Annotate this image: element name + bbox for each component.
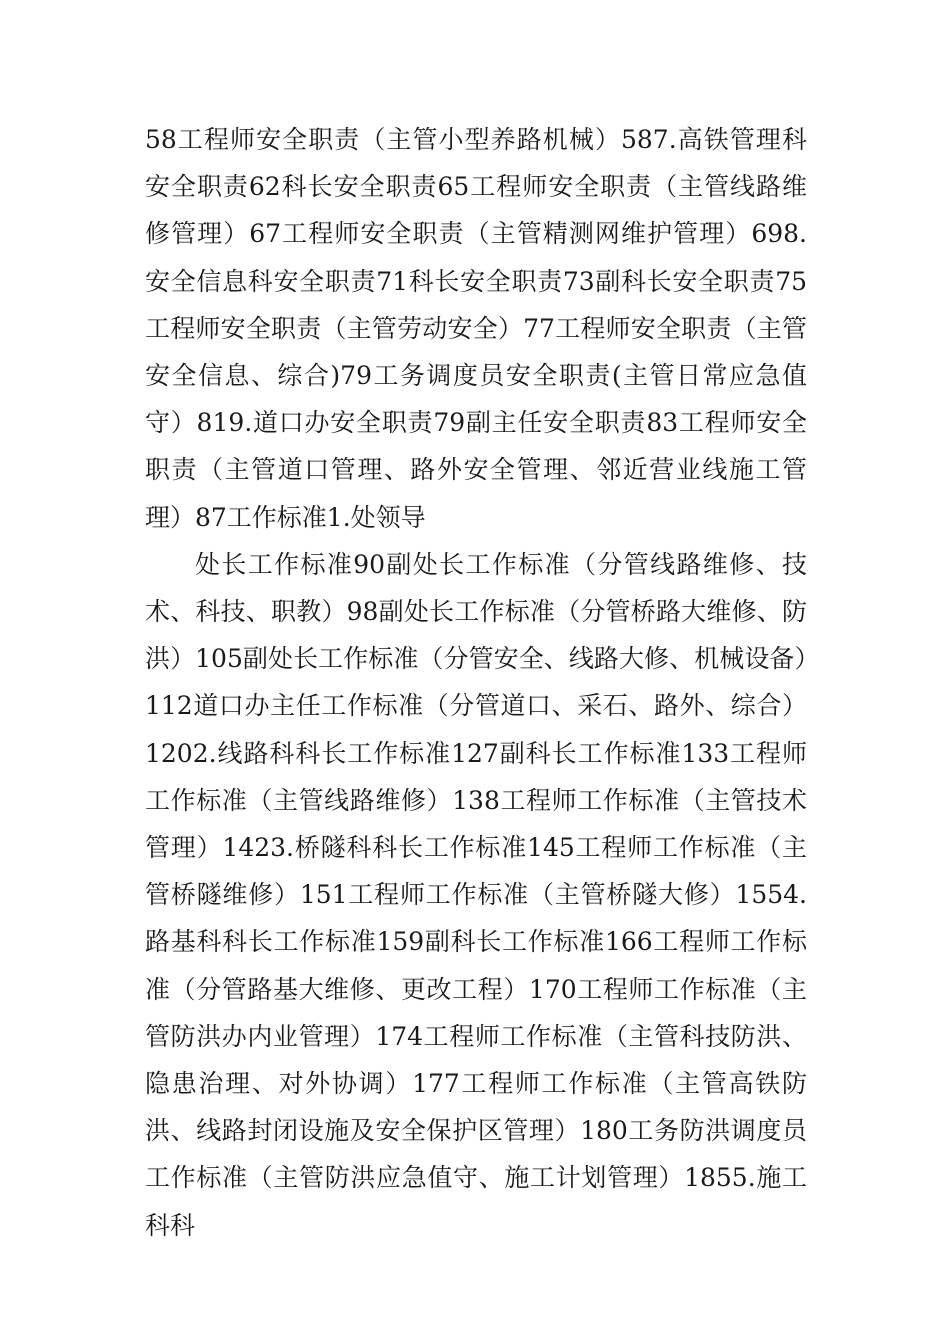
paragraph-safety-duties: 58工程师安全职责（主管小型养路机械）587.高铁管理科安全职责62科长安全职责65工程师安全职责（主管线路维修管理）67工程师安全职责（主管精测网维护管理）698.安全信息科安全职责71科长安全职责73副科长安全职责75工程师安全职责（主管劳动安全）77工程师安全职责（主管安全信息、综合)79工务调度员安全职责(主管日常应急值守）819.道口办安全职责79副主任安全职责83工程师安全职责（主管道口管理、路外安全管理、邻近营业线施工管理）87工作标准1.处领导 <box>145 125 807 532</box>
paragraph-work-standards: 处长工作标准90副处长工作标准（分管线路维修、技术、科技、职教）98副处长工作标准（分管桥路大维修、防洪）105副处长工作标准（分管安全、线路大修、机械设备）112道口办主任工作标准（分管道口、采石、路外、综合）1202.线路科科长工作标准127副科长工作标准133工程师工作标准（主管线路维修）138工程师工作标准（主管技术管理）1423.桥隧科科长工作标准145工程师工作标准（主管桥隧维修）151工程师工作标准（主管桥隧大修）1554.路基科科长工作标准159副科长工作标准166工程师工作标准（分管路基大维修、更改工程）170工程师工作标准（主管防洪办内业管理）174工程师工作标准（主管科技防洪、隐患治理、对外协调）177工程师工作标准（主管高铁防洪、线路封闭设施及安全保护区管理）180工务防洪调度员工作标准（主管防洪应急值守、施工计划管理）1855.施工科科 <box>145 549 807 1240</box>
document-body <box>145 116 807 1249</box>
